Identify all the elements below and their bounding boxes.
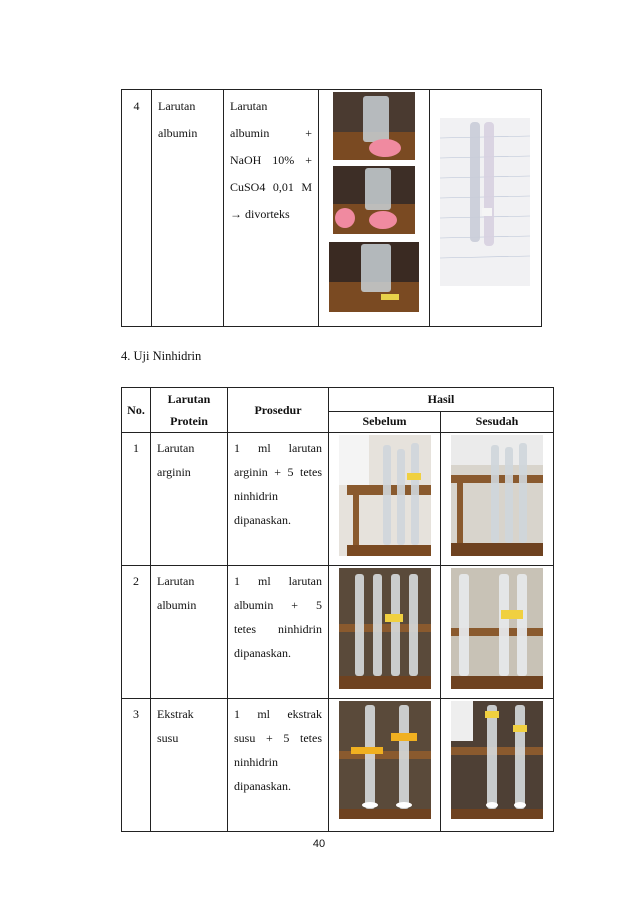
photo-cell-before [329, 433, 441, 566]
header-procedure: Prosedur [228, 388, 329, 433]
page-number: 40 [312, 838, 326, 850]
photo-cell-after [430, 90, 542, 327]
photo-cell-after [441, 433, 554, 566]
table-row [122, 566, 554, 699]
beaker-photo [333, 166, 415, 234]
procedure-line: tetes ninhidrin [234, 622, 322, 636]
procedure-line: NaOH 10% + [230, 153, 312, 167]
procedure-line: susu + 5 tetes [234, 731, 322, 745]
table-row [122, 699, 554, 832]
row-number: 1 [122, 433, 151, 566]
header-no: No. [122, 388, 151, 433]
section-title: 4. Uji Ninhidrin [121, 349, 202, 363]
procedure-cell [228, 566, 329, 699]
protein-line: Larutan [158, 99, 196, 113]
procedure-line: → divorteks [230, 207, 290, 221]
protein-cell [151, 699, 228, 832]
ninhydrin-result-table [121, 387, 554, 832]
procedure-line: arginin + 5 tetes [234, 465, 322, 479]
protein-line: albumin [158, 126, 198, 140]
test-tube-photo [440, 118, 530, 286]
protein-cell [151, 566, 228, 699]
procedure-line: ninhidrin [234, 755, 278, 769]
row-number: 3 [122, 699, 151, 832]
procedure-line: dipanaskan. [234, 646, 291, 660]
photo-cell-before [329, 566, 441, 699]
protein-cell [151, 433, 228, 566]
header-after: Sesudah [441, 411, 554, 432]
beaker-photo [329, 242, 419, 312]
header-result: Hasil [329, 388, 554, 412]
biuret-result-table [121, 89, 542, 327]
table-row [122, 433, 554, 566]
procedure-line: dipanaskan. [234, 513, 291, 527]
row-number-text: 4 [133, 99, 140, 113]
beaker-photo [333, 92, 415, 160]
procedure-line: 1 ml ekstrak [234, 707, 322, 721]
tube-rack-photo [339, 435, 431, 556]
procedure-cell [228, 433, 329, 566]
tube-rack-photo [339, 701, 431, 819]
procedure-line: ninhidrin [234, 489, 278, 503]
procedure-cell [228, 699, 329, 832]
procedure-cell [224, 90, 319, 327]
protein-cell [152, 90, 224, 327]
photo-cell-after [441, 699, 554, 832]
protein-line: Ekstrak [157, 707, 194, 721]
protein-line: Larutan [157, 441, 195, 455]
procedure-line: 1 ml larutan [234, 574, 322, 588]
procedure-line: albumin + 5 [234, 598, 322, 612]
tube-rack-photo [339, 568, 431, 689]
photo-cell-before [329, 699, 441, 832]
procedure-line: CuSO4 0,01 M [230, 180, 312, 194]
tube-rack-photo [451, 701, 543, 819]
procedure-line: 1 ml larutan [234, 441, 322, 455]
table-header-row [122, 388, 554, 412]
header-protein-line: Larutan [167, 392, 211, 406]
row-number: 2 [122, 566, 151, 699]
header-protein-line: Protein [170, 414, 208, 428]
photo-cell-after [441, 566, 554, 699]
table-row [122, 90, 542, 327]
protein-line: susu [157, 731, 179, 745]
tube-rack-photo [451, 435, 543, 556]
procedure-line: albumin + [230, 126, 312, 140]
tube-rack-photo [451, 568, 543, 689]
procedure-line: dipanaskan. [234, 779, 291, 793]
protein-line: Larutan [157, 574, 195, 588]
photo-cell-before [319, 90, 430, 327]
protein-line: arginin [157, 465, 191, 479]
header-protein [151, 388, 228, 433]
header-before: Sebelum [329, 411, 441, 432]
row-number [122, 90, 152, 327]
protein-line: albumin [157, 598, 197, 612]
procedure-line: Larutan [230, 99, 268, 113]
